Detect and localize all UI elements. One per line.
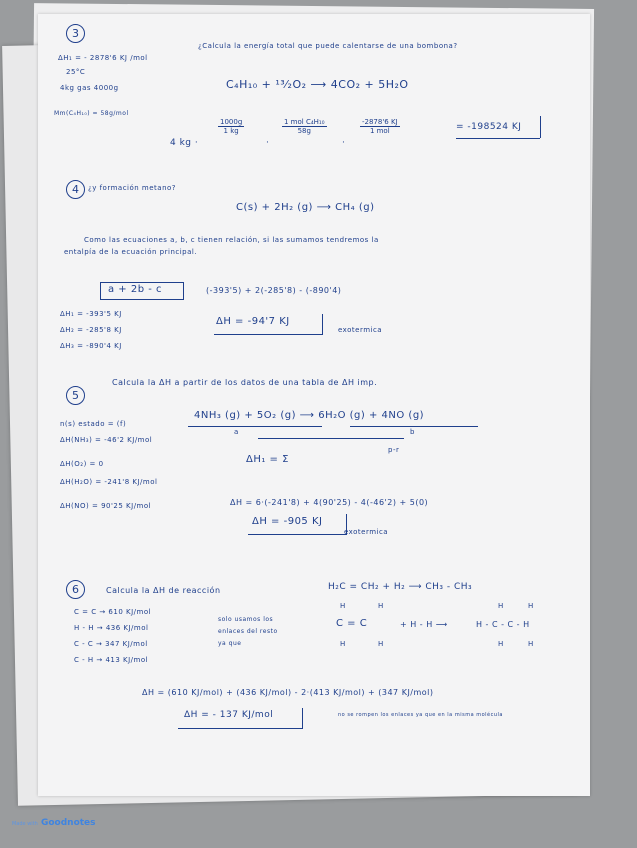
- result-enthalpy: ΔH = -905 KJ: [252, 516, 323, 527]
- section-number-4: 4: [66, 180, 85, 199]
- result-enthalpy: ΔH = - 137 KJ/mol: [184, 710, 274, 720]
- reaction-type: exotermica: [338, 326, 383, 334]
- dot-operator: ·: [342, 138, 346, 148]
- formation-reaction: C(s) + 2H₂ (g) ⟶ CH₄ (g): [236, 202, 375, 213]
- hydrogen-atom: H: [340, 602, 346, 610]
- enthalpy-b: ΔH₂ = -285'8 KJ: [60, 326, 122, 334]
- dot-operator: ·: [266, 138, 270, 148]
- reaction-type: exotermica: [344, 528, 389, 536]
- hydrogenation-reaction: H₂C = CH₂ + H₂ ⟶ CH₃ - CH₃: [328, 582, 473, 592]
- label-b: b: [410, 428, 415, 436]
- hydrogen-atom: H: [498, 602, 504, 610]
- note-line-3: ya que: [218, 640, 242, 647]
- molar-mass: Mm(C₄H₁₀) = 58g/mol: [54, 110, 129, 117]
- explanation-line-1: Como las ecuaciones a, b, c tienen relación, si las sumamos tendremos la: [84, 236, 379, 244]
- hydrogen-atom: H: [378, 640, 384, 648]
- calc-start: 4 kg ·: [170, 138, 199, 148]
- result-underline: [248, 534, 346, 535]
- result-bracket: [302, 708, 303, 729]
- enthalpy-expression: ΔH = (610 KJ/mol) + (436 KJ/mol) - 2·(413 KJ/mol) + (347 KJ/mol): [142, 688, 434, 697]
- result-underline: [456, 138, 540, 139]
- result-underline: [214, 334, 322, 335]
- label-a: a: [234, 428, 239, 436]
- explanation-line-2: entalpía de la ecuación principal.: [64, 248, 198, 256]
- goodnotes-watermark: Made with Goodnotes: [12, 818, 96, 828]
- factor-grams: $\frac{1000g}{1 kg}$: [220, 118, 243, 135]
- notebook-page: [38, 14, 590, 796]
- bond-cc: C - C → 347 KJ/mol: [74, 640, 148, 648]
- mass-given: 4kg gas 4000g: [60, 84, 119, 92]
- ethylene-structure: C = C: [336, 618, 368, 629]
- question-text: ¿Calcula la energía total que puede calentarse de una bombona?: [198, 42, 458, 50]
- note-line-2: enlaces del resto: [218, 628, 278, 635]
- hydrogen-atom: H: [498, 640, 504, 648]
- enthalpy-a: ΔH₁ = -393'5 KJ: [60, 310, 122, 318]
- footnote: no se rompen los enlaces ya que en la misma molécula: [338, 712, 503, 718]
- combination-expression: (-393'5) + 2(-285'8) - (-890'4): [206, 286, 342, 295]
- hydrogen-atom: H: [528, 640, 534, 648]
- hydrogen-atom: H: [378, 602, 384, 610]
- state-note: n(s) estado = (f): [60, 420, 127, 428]
- enthalpy-c: ΔH₃ = -890'4 KJ: [60, 342, 122, 350]
- hydrogen-molecule: + H - H ⟶: [400, 620, 448, 629]
- section-number-3: 3: [66, 24, 85, 43]
- section-title: Calcula la ΔH a partir de los datos de una tabla de ΔH imp.: [112, 378, 378, 387]
- result-enthalpy: ΔH = -94'7 KJ: [216, 316, 290, 327]
- ammonia-reaction: 4NH₃ (g) + 5O₂ (g) ⟶ 6H₂O (g) + 4NO (g): [194, 410, 425, 421]
- hydrogen-atom: H: [340, 640, 346, 648]
- temperature: 25°C: [66, 68, 86, 76]
- result-energy: = -198524 KJ: [456, 122, 522, 132]
- data-o2: ΔH(O₂) = 0: [60, 460, 104, 468]
- enthalpy-expression: ΔH = 6·(-241'8) + 4(90'25) - 4(-46'2) + 5(0): [230, 498, 429, 507]
- result-bracket: [322, 314, 323, 335]
- bond-hh: H - H → 436 KJ/mol: [74, 624, 149, 632]
- reactant-bracket: [188, 426, 322, 427]
- enthalpy-given: ΔH₁ = - 2878'6 KJ /mol: [58, 54, 148, 62]
- product-bracket: [350, 426, 478, 427]
- section-number-6: 6: [66, 580, 85, 599]
- combustion-reaction: C₄H₁₀ + ¹³⁄₂O₂ ⟶ 4CO₂ + 5H₂O: [226, 78, 409, 91]
- sum-expression: ΔH₁ = Σ: [246, 454, 289, 465]
- combination: a + 2b - c: [108, 284, 163, 295]
- ethane-structure: H - C - C - H: [476, 620, 530, 629]
- data-no: ΔH(NO) = 90'25 KJ/mol: [60, 502, 152, 510]
- label-pr: p-r: [388, 446, 400, 454]
- subtraction-bracket: [258, 438, 404, 439]
- data-h2o: ΔH(H₂O) = -241'8 KJ/mol: [60, 478, 158, 486]
- note-line-1: solo usamos los: [218, 616, 274, 623]
- result-bracket: [540, 116, 541, 138]
- hydrogen-atom: H: [528, 602, 534, 610]
- factor-energy: -2878'6 KJ 1 mol: [362, 118, 398, 135]
- factor-moles: 1 mol C₄H₁₀ 58g: [284, 118, 325, 135]
- data-nh3: ΔH(NH₃) = -46'2 KJ/mol: [60, 436, 153, 444]
- section-title: Calcula la ΔH de reacción: [106, 586, 221, 595]
- question-text: ¿y formación metano?: [88, 184, 177, 192]
- bond-ch: C - H → 413 KJ/mol: [74, 656, 149, 664]
- result-underline: [178, 728, 302, 729]
- section-number-5: 5: [66, 386, 85, 405]
- bond-cc-double: C = C → 610 KJ/mol: [74, 608, 152, 616]
